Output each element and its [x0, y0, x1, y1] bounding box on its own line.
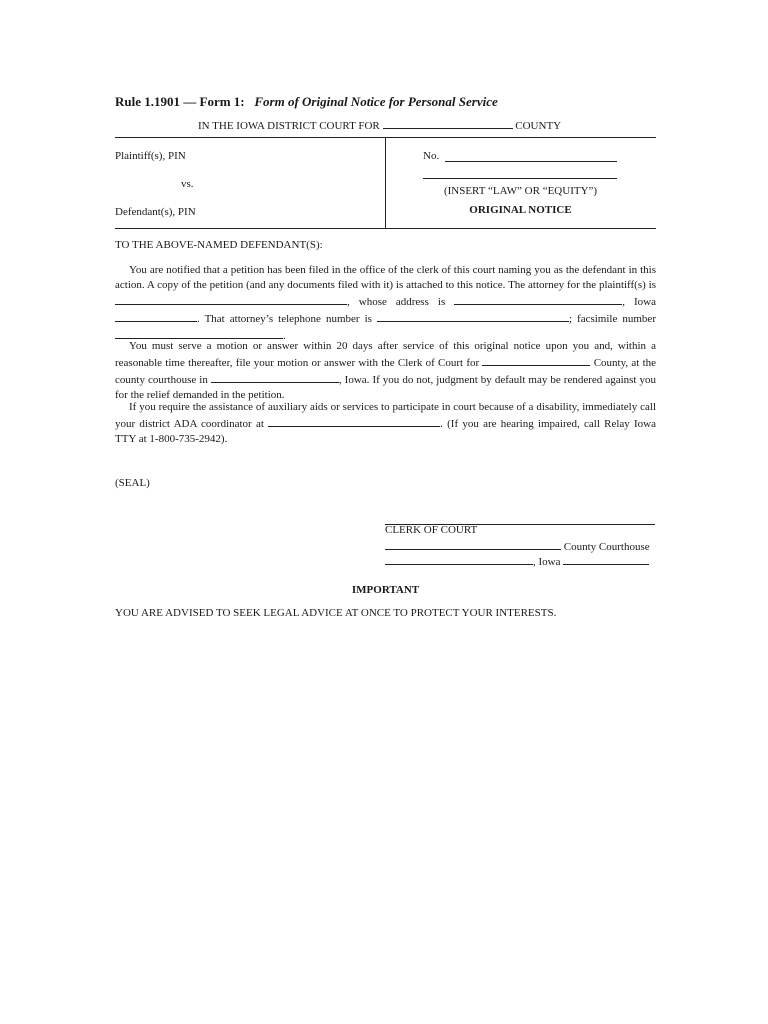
courthouse-label: County Courthouse	[563, 541, 650, 553]
attorney-fax-blank[interactable]	[115, 327, 283, 339]
court-suffix: COUNTY	[515, 120, 562, 132]
court-prefix: IN THE IOWA DISTRICT COURT FOR	[198, 120, 380, 132]
vs-label: vs.	[181, 178, 194, 190]
p1-text-c: , Iowa	[622, 296, 657, 308]
p1-text-b: , whose address is	[347, 296, 446, 308]
case-number-label: No.	[423, 150, 440, 162]
clerk-zip-blank[interactable]	[563, 553, 649, 565]
county-blank[interactable]	[383, 117, 513, 129]
form-title	[115, 94, 498, 110]
paragraph-petition	[115, 263, 656, 344]
p1-text-e: ; facsimile number	[568, 313, 656, 325]
p3-text-b: . (If you are hearing impaired, call Relay Iowa TTY at 1-800-735-2942).	[115, 418, 656, 445]
clerk-iowa-label: , Iowa	[533, 556, 561, 568]
p2-text-b: County, at the county courthouse in	[115, 357, 657, 386]
p1-text-a: You are notified that a petition has been filed in the office of the clerk of this court naming you as the defendant in this action. A copy of the petition (and any documents filed with it) is attached to this notice. The attorney for the plaintiff(s) is	[115, 264, 656, 291]
clerk-title: CLERK OF COURT	[385, 524, 478, 536]
courthouse-line	[385, 538, 655, 553]
court-heading	[198, 117, 561, 132]
legal-advice-notice: YOU ARE ADVISED TO SEEK LEGAL ADVICE AT ONCE TO PROTECT YOUR INTERESTS.	[115, 607, 557, 619]
rule-number: Rule 1.1901 — Form 1:	[115, 94, 245, 109]
attorney-address-blank[interactable]	[454, 293, 622, 305]
case-number-blank[interactable]	[445, 150, 617, 162]
p1-text-f: .	[283, 330, 286, 342]
addressee: TO THE ABOVE-NAMED DEFENDANT(S):	[115, 239, 323, 251]
courthouse-county-blank[interactable]	[385, 538, 561, 550]
plaintiff-label: Plaintiff(s), PIN	[115, 150, 186, 162]
law-equity-label: (INSERT “LAW” OR “EQUITY”)	[443, 185, 598, 197]
p2-text-a: You must serve a motion or answer within 20 days after service of this original notice upon you and, within a reasonable time thereafter, file your motion or answer with the Clerk of Court for	[115, 340, 656, 369]
p2-text-c: , Iowa. If you do not, judgment by default may be rendered against you for the relief demanded in the petition.	[115, 374, 657, 401]
ada-phone-blank[interactable]	[268, 415, 440, 427]
paragraph-motion	[115, 339, 656, 403]
attorney-name-blank[interactable]	[115, 293, 347, 305]
courthouse-city-blank[interactable]	[211, 371, 339, 383]
p1-text-d: . That attorney’s telephone number is	[197, 313, 372, 325]
attorney-zip-blank[interactable]	[115, 310, 197, 322]
law-equity-blank[interactable]	[423, 167, 617, 179]
form-name: Form of Original Notice for Personal Service	[254, 94, 498, 109]
clerk-address-line	[385, 553, 655, 568]
paragraph-ada	[115, 400, 656, 447]
seal-label: (SEAL)	[115, 477, 150, 489]
case-caption	[115, 137, 656, 229]
important-heading: IMPORTANT	[351, 584, 420, 596]
clerk-county-blank[interactable]	[482, 354, 590, 366]
original-notice-title: ORIGINAL NOTICE	[469, 204, 572, 216]
clerk-city-blank[interactable]	[385, 553, 533, 565]
attorney-phone-blank[interactable]	[377, 310, 569, 322]
defendant-label: Defendant(s), PIN	[115, 206, 196, 218]
p3-text-a: If you require the assistance of auxiliary aids or services to participate in court because of a disability, immediately call your district ADA coordinator at	[115, 401, 656, 430]
